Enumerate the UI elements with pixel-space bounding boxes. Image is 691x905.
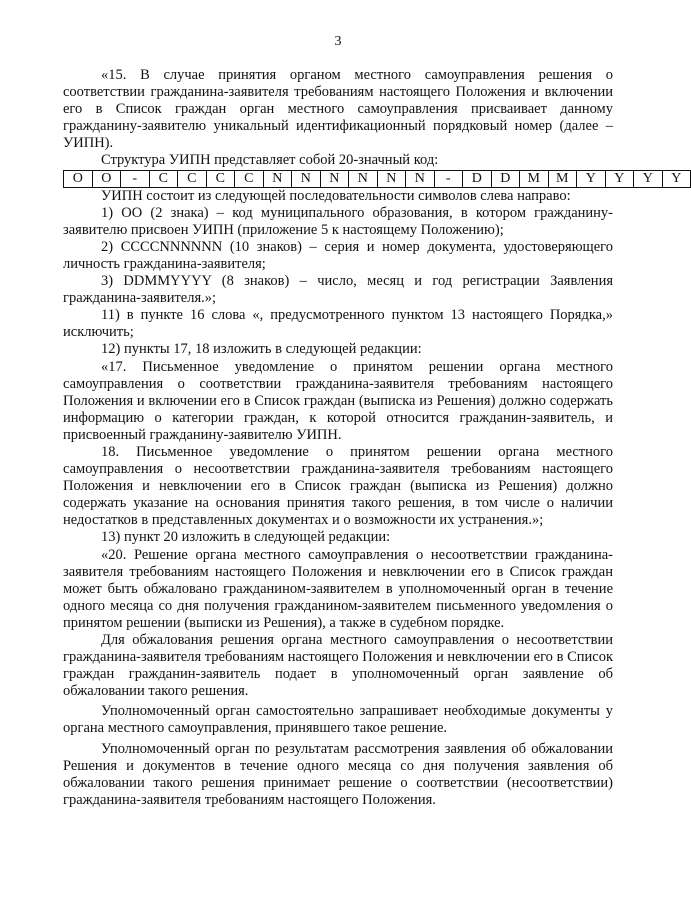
code-cell: N <box>349 170 378 187</box>
code-cell: - <box>121 170 150 187</box>
paragraph-document-request: Уполномоченный орган самостоятельно запрашивает необходимые документы у органа местного самоуправления, принявшего такое решение. <box>63 703 613 737</box>
paragraph-item-13: 13) пункт 20 изложить в следующей редакции: <box>101 529 391 546</box>
code-cell: О <box>64 170 93 187</box>
document-body <box>63 67 682 809</box>
code-cell: С <box>149 170 178 187</box>
paragraph-appeal-procedure: Для обжалования решения органа местного самоуправления о несоответствии гражданина-заявителя требованиям настоящего Положения и невключении его в Список граждан гражданин-заявитель подает в уполномоченный орган заявление об обжаловании такого решения. <box>63 632 613 700</box>
paragraph-point-17: «17. Письменное уведомление о принятом решении органа местного самоуправления о соответствии гражданина-заявителя требованиям настоящего Положения и включении его в Список граждан (выписка из Решения) должно содержать информацию о категории граждан, к которой относится гражданин-заявитель, и присвоенный гражданину-заявителю УИПН. <box>63 358 613 443</box>
code-cell: Y <box>577 170 606 187</box>
paragraph-appeal-decision: Уполномоченный орган по результатам рассмотрения заявления об обжаловании Решения и документов в течение одного месяца со дня получения заявления об обжаловании такого решения принимает решение о соответствии (несоответствии) гражданина-заявителя требованиям настоящего Положения. <box>63 740 613 808</box>
code-cell: Y <box>605 170 634 187</box>
code-cell: С <box>178 170 207 187</box>
paragraph-item-12: 12) пункты 17, 18 изложить в следующей редакции: <box>101 341 422 358</box>
paragraph-uipn-structure: Структура УИПН представляет собой 20-значный код: <box>101 152 439 169</box>
code-cell: N <box>377 170 406 187</box>
code-cell: N <box>320 170 349 187</box>
code-cell: D <box>491 170 520 187</box>
paragraph-point-18: 18. Письменное уведомление о принятом решении органа местного самоуправления о несоответствии гражданина-заявителя требованиям настоящего Положения и невключении его в Список граждан (выписка из Решения) должно содержать указание на основания принятия такого решения, в том числе о наличии недостатков в представленных документах и о возможности их устранения.»; <box>63 443 613 529</box>
code-cell: N <box>263 170 292 187</box>
document-page <box>63 0 682 905</box>
paragraph-item-11: 11) в пункте 16 слова «, предусмотренного пунктом 13 настоящего Порядка,» исключить; <box>63 307 613 341</box>
code-cell: С <box>206 170 235 187</box>
paragraph-list-2: 2) CCCCNNNNNN (10 знаков) – серия и номер документа, удостоверяющего личность гражданина-заявителя; <box>63 238 613 272</box>
code-cell: С <box>235 170 264 187</box>
code-cell: N <box>406 170 435 187</box>
paragraph-uipn-sequence: УИПН состоит из следующей последовательности символов слева направо: <box>101 187 571 204</box>
uipn-code-row <box>64 170 691 187</box>
code-cell: Y <box>662 170 691 187</box>
paragraph-point-20: «20. Решение органа местного самоуправления о несоответствии гражданина-заявителя требованиям настоящего Положения и невключении его в Список граждан может быть обжаловано гражданином-заявителем в уполномоченный орган в течение одного месяца со дня получения гражданином-заявителем письменного уведомления о принятом решении (выписки из Решения), а также в судебном порядке. <box>63 546 613 631</box>
uipn-code-table <box>63 170 691 188</box>
paragraph-list-3: 3) DDMMYYYY (8 знаков) – число, месяц и год регистрации Заявления гражданина-заявителя.»; <box>63 273 613 307</box>
page-number: 3 <box>334 34 342 49</box>
code-cell: - <box>434 170 463 187</box>
code-cell: M <box>548 170 577 187</box>
code-cell: Y <box>634 170 663 187</box>
code-cell: M <box>520 170 549 187</box>
paragraph-item-15: «15. В случае принятия органом местного самоуправления решения о соответствии гражданина-заявителя требованиям настоящего Положения и включении его в Список граждан орган местного самоуправления присваивает данному гражданину-заявителю уникальный идентификационный порядковый номер (далее – УИПН). <box>63 67 613 152</box>
code-cell: О <box>92 170 121 187</box>
code-cell: D <box>463 170 492 187</box>
code-cell: N <box>292 170 321 187</box>
paragraph-list-1: 1) ОО (2 знака) – код муниципального образования, в котором гражданину-заявителю присвоен УИПН (приложение 5 к настоящему Положению); <box>63 204 613 238</box>
